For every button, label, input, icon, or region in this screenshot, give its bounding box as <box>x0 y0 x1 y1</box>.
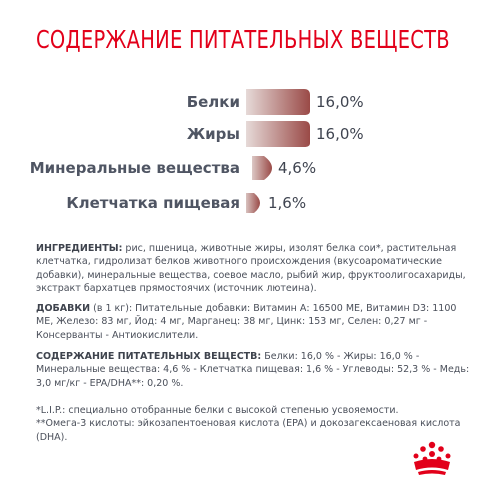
additives-text: (в 1 кг): Питательные добавки: Витамин А: 16500 МЕ, Витамин D3: 1100 МЕ, Железо: 83 мг, Йод: 4 мг, Марганец: 38 мг, Цинк: 153 мг, Селен: 0,27 мг - Консерванты - Антиокислители. <box>36 303 457 341</box>
royal-canin-crown-logo-icon <box>410 440 454 478</box>
nutrient-bar <box>246 119 316 149</box>
nutrient-bar <box>246 87 316 117</box>
footnotes <box>36 404 476 444</box>
nutrient-label: Жиры <box>186 125 240 143</box>
additives-section <box>36 302 476 342</box>
nutrient-value: 4,6% <box>278 159 317 177</box>
nutrient-label: Белки <box>186 93 240 111</box>
page-title: СОДЕРЖАНИЕ ПИТАТЕЛЬНЫХ ВЕЩЕСТВ <box>36 25 450 54</box>
composition-text: Белки: 16,0 % - Жиры: 16,0 % - Минеральные вещества: 4,6 % - Клетчатка пищевая: 1,6 % - Углеводы: 52,3 % - Медь: 3,0 мг/кг - EPA/DHA**: 0,20 %. <box>36 351 470 389</box>
ingredients-text: рис, пшеница, животные жиры, изолят белка сои*, растительная клетчатка, гидролизат белков животного происхождения (вкусоароматические добавки), минеральные вещества, соевое масло, рыбий жир, фруктоолигосахариды, экстракт бархатцев прямостоячих (источник лютеина). <box>36 243 466 294</box>
nutrient-row-fat <box>0 119 364 149</box>
nutrient-row-protein <box>0 87 364 117</box>
nutrient-value: 16,0% <box>316 93 364 111</box>
composition-heading: СОДЕРЖАНИЕ ПИТАТЕЛЬНЫХ ВЕЩЕСТВ: <box>36 351 262 362</box>
additives-heading: ДОБАВКИ <box>36 303 91 314</box>
nutrient-value: 1,6% <box>268 194 307 212</box>
footnote-omega: **Омега-3 кислоты: эйкозапентоеновая кислота (EPA) и докозагексаеновая кислота (DHA). <box>36 418 461 443</box>
nutrient-row-fiber <box>0 188 310 218</box>
nutrient-value: 16,0% <box>316 125 364 143</box>
nutrient-bar <box>250 153 280 183</box>
footnote-lip: *L.I.P.: специально отобранные белки с высокой степенью усвояемости. <box>36 405 399 416</box>
composition-section <box>36 350 476 390</box>
nutrient-label: Клетчатка пищевая <box>66 194 240 212</box>
nutrient-label: Минеральные вещества <box>29 159 240 177</box>
ingredients-heading: ИНГРЕДИЕНТЫ: <box>36 243 123 254</box>
nutrient-row-minerals <box>0 153 317 183</box>
ingredients-section <box>36 242 476 295</box>
